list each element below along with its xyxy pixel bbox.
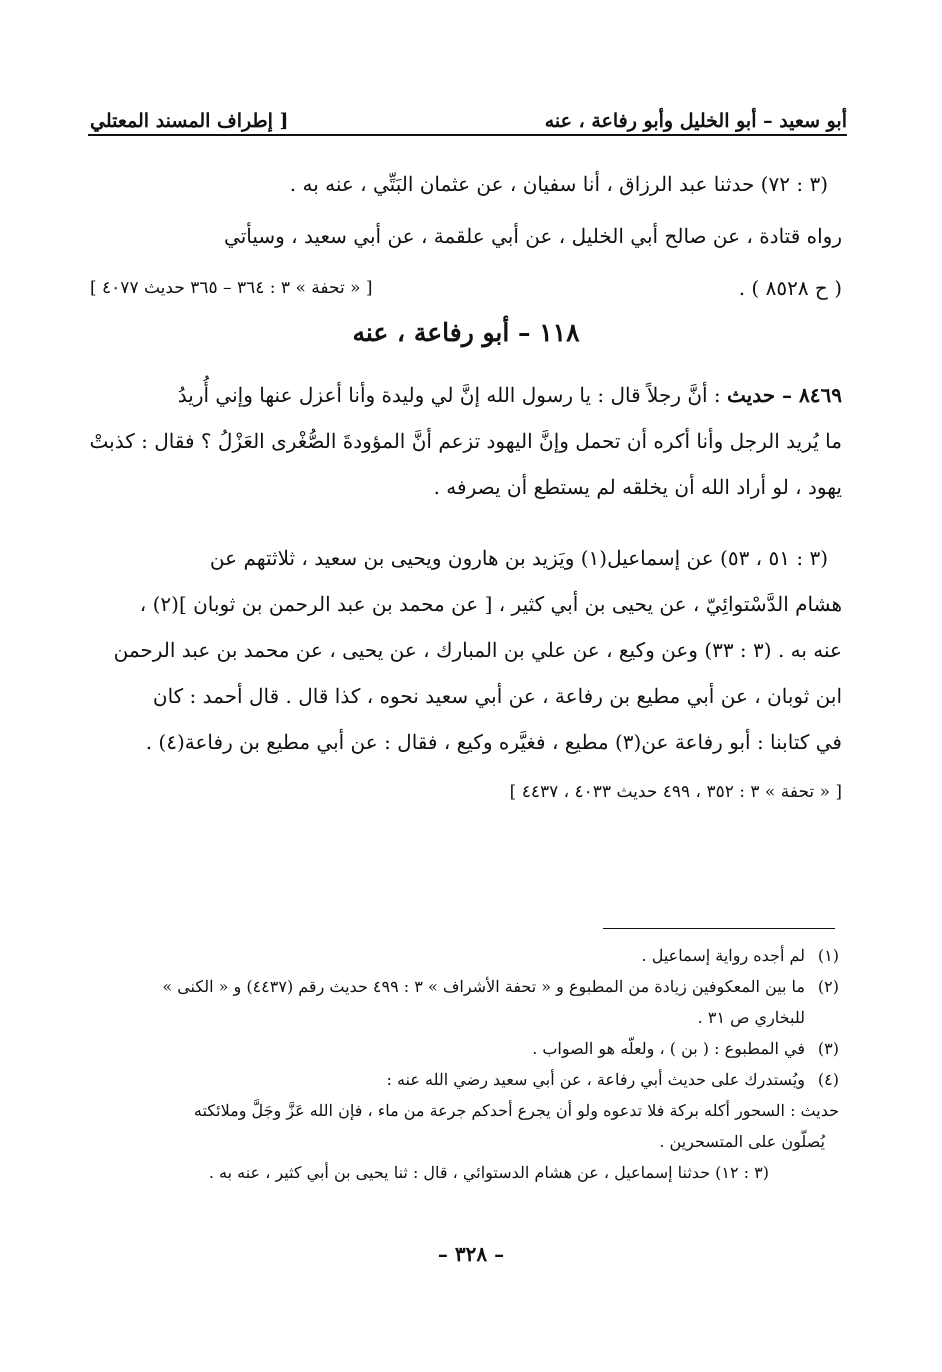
footnote <box>90 1064 839 1095</box>
footnote <box>90 1033 839 1064</box>
isnad-chain <box>90 535 842 815</box>
chain-line: عنه به . (٣ : ٣٣) وعن وكيع ، عن علي بن المبارك ، عن يحيى ، عن محمد بن عبد الرحمن <box>113 638 842 662</box>
running-head-title: أبو سعيد – أبو الخليل وأبو رفاعة ، عنه <box>544 110 847 132</box>
header-rule <box>88 134 847 136</box>
tuhfa-reference: [ « تحفة » ٣ : ٣٦٤ – ٣٦٥ حديث ٤٠٧٧ ] <box>90 278 373 298</box>
previous-entry-line: (٣ : ٧٢) حدثنا عبد الرزاق ، أنا سفيان ، عن عثمان البَتِّي ، عنه به . <box>289 172 828 196</box>
previous-entry-ref-row <box>90 262 842 314</box>
footnote-rule <box>603 928 835 929</box>
section-title: ١١٨ – أبو رفاعة ، عنه <box>352 318 580 347</box>
hadith-line: يهود ، لو أراد الله أن يخلقه لم يستطع أن يصرفه . <box>433 475 842 499</box>
hadith-line: ما يُريد الرجل وأنا أكره أن تحمل وإنَّ اليهود تزعم أنَّ المؤودةَ الصُّغْرى العَزْلُ ؟ فقال : كذبتْ <box>90 429 842 453</box>
hadith-line-text: : أنَّ رجلاً قال : يا رسول الله إنَّ لي وليدة وأنا أعزل عنها وإني أُريدُ <box>177 383 728 407</box>
footnote-text: في المطبوع : ( بن ) ، ولعلّه هو الصواب . <box>532 1039 805 1058</box>
chain-line: في كتابنا : أبو رفاعة عن(٣) مطيع ، فغيَّره وكيع ، فقال : عن أبي مطيع بن رفاعة(٤) . <box>145 730 842 754</box>
previous-entry <box>90 158 842 314</box>
footnote-text: ما بين المعكوفين زيادة من المطبوع و « تحفة الأشراف » ٣ : ٤٩٩ حديث رقم (٤٤٣٧) و « الكنى » <box>162 977 805 996</box>
footnote-body-line: (٣ : ١٢) حدثنا إسماعيل ، عن هشام الدستوائي ، قال : ثنا يحيى بن أبي كثير ، عنه به . <box>208 1163 769 1182</box>
footnote-text: لم أجده رواية إسماعيل . <box>641 946 805 965</box>
footnote <box>90 940 839 971</box>
footnote <box>90 971 839 1002</box>
footnote-body-line: حديث : السحور أكله بركة فلا تدعوه ولو أن يجرع أحدكم جرعة من ماء ، فإن الله عَزَّ وجَلَّ وملائكته <box>193 1101 839 1120</box>
chain-line: (٣ : ٥١ ، ٥٣) عن إسماعيل(١) ويَزيد بن هارون ويحيى بن سعيد ، ثلاثتهم عن <box>209 546 828 570</box>
footnote-number: (٤) <box>817 1070 839 1089</box>
chain-line: هشام الدَّسْتوائِيّ ، عن يحيى بن أبي كثير ، [ عن محمد بن عبد الرحمن بن ثوبان ](٢) ، <box>139 592 842 616</box>
running-head-book: [ إطراف المسند المعتلي <box>90 110 289 132</box>
running-head <box>90 92 847 132</box>
footnote-number: (١) <box>817 946 839 965</box>
hadith-line <box>90 372 842 418</box>
footnote-number: (٢) <box>817 977 839 996</box>
footnote-continuation: للبخاري ص ٣١ . <box>697 1008 805 1027</box>
hadith-number: ٨٤٦٩ – حديث <box>727 383 842 407</box>
previous-entry-line: ( ح ٨٥٢٨ ) . <box>738 276 842 300</box>
footnote-body-line: يُصلّون على المتسحرين . <box>659 1132 825 1151</box>
tuhfa-reference: [ « تحفة » ٣ : ٣٥٢ ، ٤٩٩ حديث ٤٠٣٣ ، ٤٤٣٧ ] <box>509 782 842 802</box>
footnotes <box>90 940 839 1188</box>
chain-line: ابن ثوبان ، عن أبي مطيع بن رفاعة ، عن أبي سعيد نحوه ، كذا قال . قال أحمد : كان <box>152 684 842 708</box>
hadith-text <box>90 372 842 510</box>
page-number: – ٣٢٨ – <box>437 1242 505 1266</box>
footnote-number: (٣) <box>817 1039 839 1058</box>
previous-entry-line: رواه قتادة ، عن صالح أبي الخليل ، عن أبي علقمة ، عن أبي سعيد ، وسيأتي <box>224 224 842 248</box>
footnote-text: ويُستدرك على حديث أبي رفاعة ، عن أبي سعيد رضي الله عنه : <box>386 1070 805 1089</box>
